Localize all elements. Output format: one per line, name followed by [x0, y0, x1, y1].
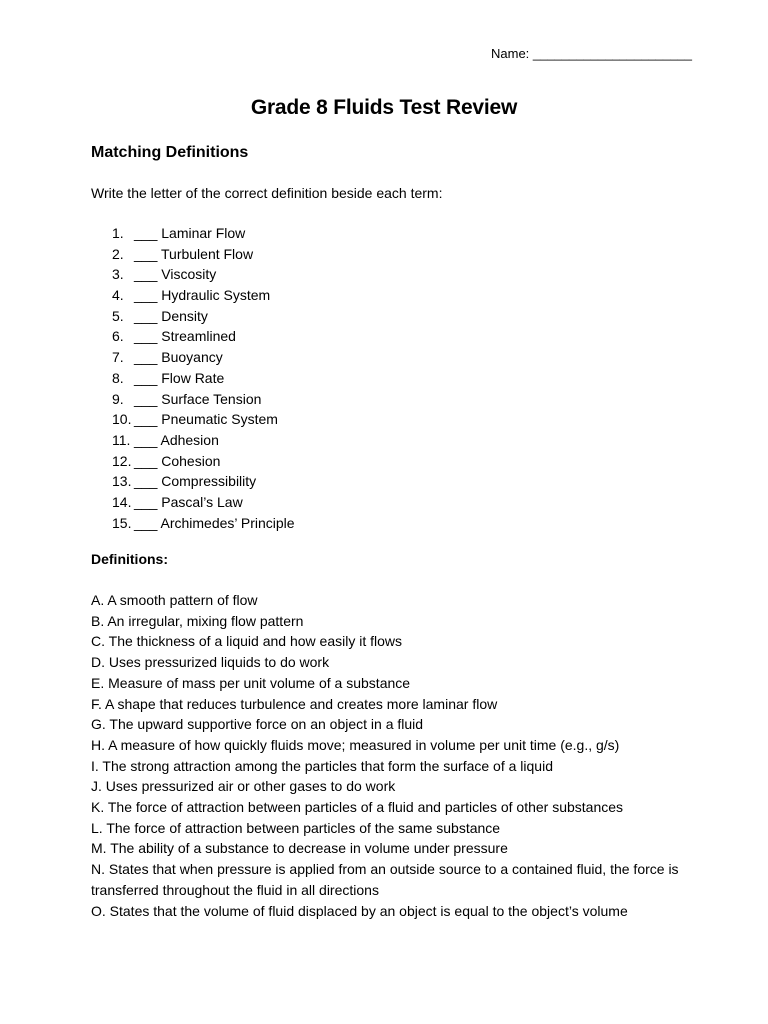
instructions-text: Write the letter of the correct definition beside each term: [91, 185, 443, 201]
definitions-list [91, 590, 691, 921]
student-name-line: Name: ______________________ [491, 46, 692, 61]
term-number: 15. [112, 514, 132, 531]
term-item [112, 306, 295, 327]
term-item [112, 244, 295, 265]
term-number: 2. [112, 245, 124, 262]
definition-item: N. States that when pressure is applied from an outside source to a contained fluid, the force is transferred throughout the fluid in all directions [91, 861, 679, 898]
term-text: ___ Pneumatic System [134, 411, 278, 428]
definition-item: M. The ability of a substance to decrease in volume under pressure [91, 840, 508, 857]
term-number: 8. [112, 369, 124, 386]
definition-item: F. A shape that reduces turbulence and creates more laminar flow [91, 695, 498, 712]
term-number: 4. [112, 287, 124, 304]
term-item [112, 389, 295, 410]
terms-list [112, 223, 295, 533]
term-number: 3. [112, 266, 124, 283]
term-text: ___ Flow Rate [134, 369, 225, 386]
term-number: 14. [112, 493, 132, 510]
definition-item: C. The thickness of a liquid and how easily it flows [91, 633, 403, 650]
section-heading: Matching Definitions [91, 144, 249, 161]
term-item [112, 471, 295, 492]
term-item [112, 326, 295, 347]
term-text: ___ Compressibility [134, 473, 257, 490]
term-text: ___ Cohesion [134, 452, 221, 469]
term-item [112, 513, 295, 534]
term-text: ___ Streamlined [134, 328, 236, 345]
definition-item: K. The force of attraction between particles of a fluid and particles of other substances [91, 799, 624, 816]
term-item [112, 285, 295, 306]
term-item [112, 347, 295, 368]
term-item [112, 409, 295, 430]
definition-item: L. The force of attraction between particles of the same substance [91, 819, 501, 836]
term-text: ___ Viscosity [134, 266, 217, 283]
term-item [112, 451, 295, 472]
term-text: ___ Hydraulic System [134, 287, 271, 304]
term-number: 11. [112, 431, 131, 448]
term-number: 12. [112, 452, 132, 469]
term-text: ___ Adhesion [134, 431, 219, 448]
term-item [112, 430, 295, 451]
term-item [112, 368, 295, 389]
definition-item: I. The strong attraction among the particles that form the surface of a liquid [91, 757, 553, 774]
definition-item: O. States that the volume of fluid displaced by an object is equal to the object’s volume [91, 902, 628, 919]
page-title: Grade 8 Fluids Test Review [250, 96, 518, 119]
term-text: ___ Archimedes’ Principle [134, 514, 295, 531]
definition-item: E. Measure of mass per unit volume of a substance [91, 674, 411, 691]
definition-item: H. A measure of how quickly fluids move; measured in volume per unit time (e.g., g/s) [91, 736, 620, 753]
term-number: 9. [112, 390, 124, 407]
definitions-heading: Definitions: [91, 551, 168, 567]
term-number: 10. [112, 411, 132, 428]
term-item [112, 223, 295, 244]
definition-item: D. Uses pressurized liquids to do work [91, 654, 330, 671]
term-number: 7. [112, 349, 124, 366]
term-item [112, 264, 295, 285]
term-number: 6. [112, 328, 124, 345]
term-text: ___ Surface Tension [134, 390, 262, 407]
definition-item: J. Uses pressurized air or other gases to do work [91, 778, 396, 795]
definition-item: A. A smooth pattern of flow [91, 592, 258, 608]
definition-item: B. An irregular, mixing flow pattern [91, 612, 304, 629]
term-number: 5. [112, 307, 124, 324]
term-item [112, 492, 295, 513]
term-number: 1. [112, 225, 124, 241]
term-text: ___ Laminar Flow [134, 225, 246, 241]
definition-item: G. The upward supportive force on an object in a fluid [91, 716, 424, 733]
term-number: 13. [112, 473, 132, 490]
term-text: ___ Turbulent Flow [134, 245, 254, 262]
term-text: ___ Pascal’s Law [134, 493, 243, 510]
term-text: ___ Density [134, 307, 208, 324]
term-text: ___ Buoyancy [134, 349, 223, 366]
